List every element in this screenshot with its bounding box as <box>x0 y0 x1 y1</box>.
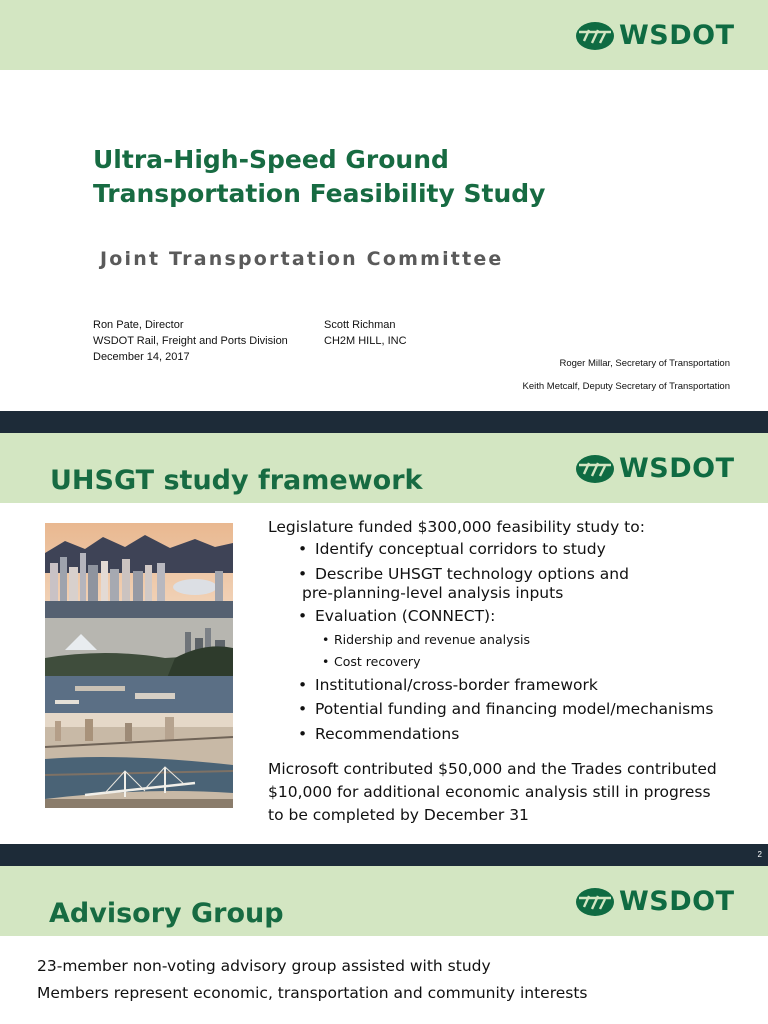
logo-text: WSDOT <box>619 886 735 917</box>
logo-text: WSDOT <box>619 453 735 484</box>
bullet-list <box>298 673 738 747</box>
framework-slide <box>0 433 768 844</box>
river-bridges-photo <box>45 713 233 808</box>
sub-list-item: • Ridership and revenue analysis <box>322 629 738 651</box>
advisory-line: Members represent economic, transportation and community interests <box>37 984 588 1002</box>
logo-text: WSDOT <box>619 20 735 51</box>
slide-title: UHSGT study framework <box>50 465 423 496</box>
title-slide <box>0 0 768 411</box>
closing-line: Microsoft contributed $50,000 and the Trades contributed <box>268 760 717 778</box>
presenter-org: CH2M HILL, INC <box>324 335 407 347</box>
intro-text: Legislature funded $300,000 feasibility study to: <box>268 518 645 536</box>
slide-divider <box>0 844 768 866</box>
bullet-list <box>298 537 738 629</box>
wsdot-emblem-icon <box>575 454 615 484</box>
slide-subtitle: Joint Transportation Committee <box>100 248 504 270</box>
advisory-slide <box>0 866 768 1024</box>
slide-divider <box>0 411 768 433</box>
presenter-name: Ron Pate, Director <box>93 319 184 331</box>
wsdot-logo <box>575 886 735 917</box>
presenter-name: Scott Richman <box>324 319 396 331</box>
official-2: Keith Metcalf, Deputy Secretary of Transportation <box>522 381 730 392</box>
sub-bullet-list <box>322 629 738 673</box>
photo-stack <box>45 523 233 809</box>
presentation-date: December 14, 2017 <box>93 351 190 363</box>
closing-text <box>268 758 738 827</box>
list-item: • Potential funding and financing model/mechanisms <box>298 697 738 722</box>
advisory-line: 23-member non-voting advisory group assisted with study <box>37 957 491 975</box>
wsdot-emblem-icon <box>575 887 615 917</box>
closing-line: to be completed by December 31 <box>268 806 529 824</box>
list-item: • Institutional/cross-border framework <box>298 673 738 698</box>
presenter-left <box>93 317 288 365</box>
wsdot-logo <box>575 20 735 51</box>
slide-title <box>93 143 545 211</box>
page-number: 2 <box>757 850 762 859</box>
wsdot-logo <box>575 453 735 484</box>
harbor-mountain-photo <box>45 618 233 713</box>
title-line-1: Ultra-High-Speed Ground <box>93 145 449 174</box>
list-item-continued: pre-planning-level analysis inputs <box>302 584 564 602</box>
closing-line: $10,000 for additional economic analysis still in progress <box>268 783 711 801</box>
list-item: • Identify conceptual corridors to study <box>298 537 738 562</box>
sub-list-item: • Cost recovery <box>322 651 738 673</box>
title-line-2: Transportation Feasibility Study <box>93 179 546 208</box>
official-1: Roger Millar, Secretary of Transportation <box>559 358 730 369</box>
slide-title: Advisory Group <box>49 898 284 929</box>
presenter-org: WSDOT Rail, Freight and Ports Division <box>93 335 288 347</box>
framework-body <box>268 517 738 827</box>
list-item: • Describe UHSGT technology options and <box>298 562 738 587</box>
list-item: • Evaluation (CONNECT): <box>298 604 738 629</box>
presenter-right <box>324 317 407 349</box>
list-item: • Recommendations <box>298 722 738 747</box>
city-skyline-photo <box>45 523 233 618</box>
wsdot-emblem-icon <box>575 21 615 51</box>
